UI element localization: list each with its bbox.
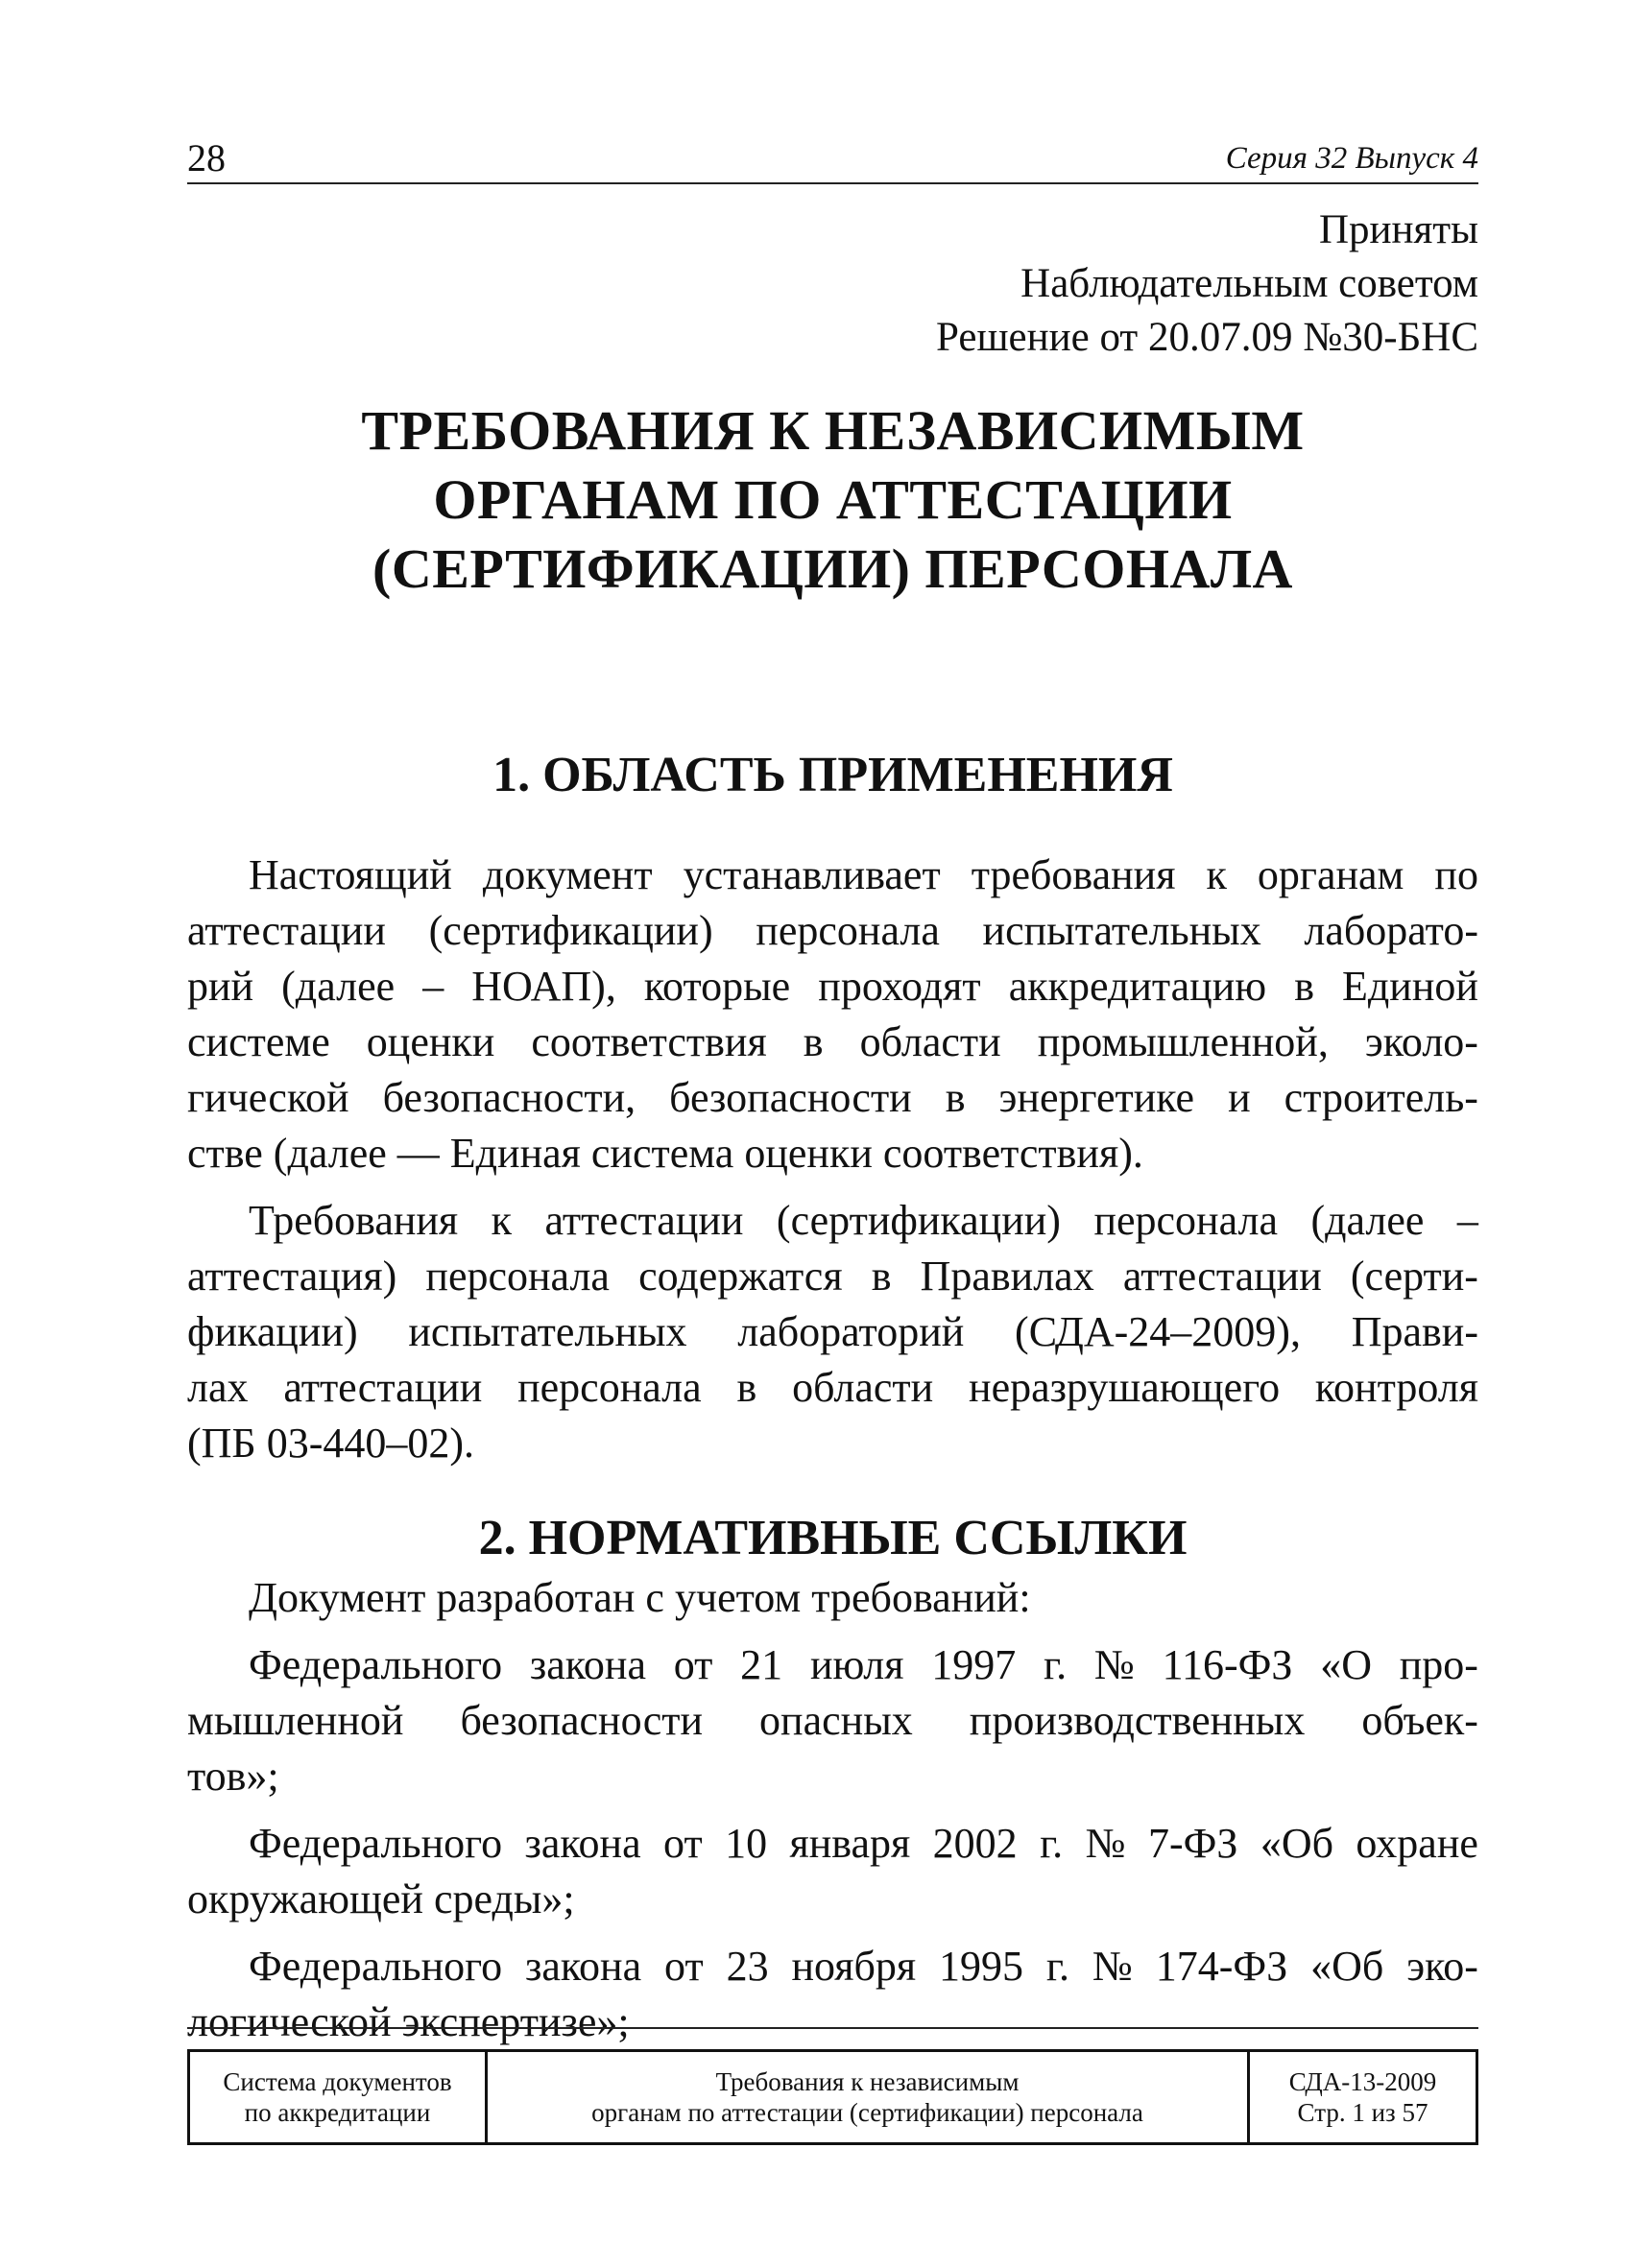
footer-text: Требования к независимым: [715, 2067, 1020, 2096]
footer-table: [187, 2049, 1478, 2145]
word: аттестации: [1122, 1253, 1322, 1300]
word: 1995: [938, 1943, 1023, 1990]
section-1-body: [187, 848, 1478, 1471]
word: №: [1093, 1641, 1135, 1688]
word: лаборато-: [1304, 907, 1478, 954]
footer-text: СДА-13-2009: [1288, 2067, 1437, 2096]
word: (СДА-24–2009),: [1015, 1308, 1301, 1355]
word: персонала: [517, 1364, 702, 1411]
word: содержатся: [638, 1253, 843, 1300]
paragraph-gap: [187, 1182, 1478, 1193]
word: документ: [482, 851, 653, 898]
word: охране: [1356, 1820, 1478, 1867]
word: 2002: [932, 1820, 1018, 1867]
word: к: [491, 1197, 513, 1244]
word: 23: [726, 1943, 769, 1990]
word: аттестация): [187, 1253, 397, 1300]
word: Прави-: [1351, 1308, 1478, 1355]
title-line: ОРГАНАМ ПО АТТЕСТАЦИИ: [433, 468, 1233, 531]
text-line: [187, 848, 1478, 903]
word: Единой: [1342, 963, 1478, 1010]
text-line: стве (далее — Единая система оценки соответствия).: [187, 1130, 1143, 1177]
footer-code-cell: [1250, 2052, 1476, 2142]
text-line: [187, 1193, 1478, 1249]
word: 7-ФЗ: [1147, 1820, 1238, 1867]
word: производственных: [969, 1697, 1306, 1744]
word: (далее: [1310, 1197, 1425, 1244]
word: (далее: [281, 963, 396, 1010]
paragraph: [187, 848, 1478, 1182]
page-number: 28: [187, 136, 226, 179]
word: закона: [524, 1820, 641, 1867]
word: органам: [1257, 851, 1404, 898]
word: аккредитацию: [1008, 963, 1267, 1010]
footer-text: Система документов: [223, 2067, 452, 2096]
word: закона: [524, 1943, 642, 1990]
word: в: [945, 1074, 966, 1121]
word: персонала: [1093, 1197, 1278, 1244]
word: контроля: [1314, 1364, 1478, 1411]
word: в: [1294, 963, 1314, 1010]
word: от: [673, 1641, 713, 1688]
text-line: (ПБ 03-440–02).: [187, 1420, 474, 1467]
word: Федерального: [249, 1820, 503, 1867]
approval-line: Решение от 20.07.09 №30-БНС: [936, 315, 1478, 360]
word: области: [792, 1364, 934, 1411]
word: лабораторий: [737, 1308, 965, 1355]
text-line: логической экспертизе»;: [187, 1998, 630, 2045]
word: –: [1456, 1197, 1478, 1244]
word: которые: [643, 963, 791, 1010]
word: 21: [740, 1641, 783, 1688]
word: января: [789, 1820, 911, 1867]
word: эколо-: [1364, 1018, 1478, 1065]
word: г.: [1044, 1641, 1068, 1688]
word: и: [1228, 1074, 1251, 1121]
word: Настоящий: [249, 851, 452, 898]
text-line: тов»;: [187, 1753, 279, 1800]
word: аттестации: [283, 1364, 483, 1411]
word: аттестации: [544, 1197, 744, 1244]
word: к: [1206, 851, 1227, 898]
word: 10: [725, 1820, 768, 1867]
word: опасных: [759, 1697, 913, 1744]
text-line: окружающей среды»;: [187, 1875, 575, 1922]
section-2-heading: 2. НОРМАТИВНЫЕ ССЫЛКИ: [478, 1511, 1188, 1565]
paragraph: [187, 1816, 1478, 1927]
word: «Об: [1310, 1943, 1384, 1990]
word: оценки: [366, 1018, 495, 1065]
word: в: [871, 1253, 892, 1300]
word: «Об: [1260, 1820, 1333, 1867]
word: 1997: [931, 1641, 1017, 1688]
word: –: [422, 963, 444, 1010]
text-line: [187, 1360, 1478, 1416]
word: Правилах: [920, 1253, 1094, 1300]
word: от: [664, 1943, 704, 1990]
word: г.: [1045, 1943, 1069, 1990]
word: г.: [1040, 1820, 1064, 1867]
word: эко-: [1406, 1943, 1478, 1990]
word: в: [736, 1364, 757, 1411]
word: гической: [187, 1074, 349, 1121]
text-line: [187, 1693, 1478, 1749]
section-2-body: [187, 1570, 1478, 2050]
word: от: [663, 1820, 703, 1867]
word: области: [859, 1018, 1001, 1065]
footer-system-cell: [190, 2052, 488, 2142]
word: персонала: [425, 1253, 610, 1300]
word: (сертификации): [428, 907, 713, 954]
word: Федерального: [249, 1641, 503, 1688]
approval-line: Приняты: [1318, 207, 1478, 252]
word: безопасности: [460, 1697, 704, 1744]
word: Требования: [249, 1197, 459, 1244]
word: мышленной: [187, 1697, 404, 1744]
text-line: [187, 1637, 1478, 1693]
word: объек-: [1361, 1697, 1478, 1744]
text-line: [187, 1249, 1478, 1304]
section-1-heading: 1. ОБЛАСТЬ ПРИМЕНЕНИЯ: [492, 748, 1173, 802]
word: №: [1085, 1820, 1126, 1867]
text-line: [187, 1304, 1478, 1360]
paragraph-gap: [187, 1927, 1478, 1939]
word: строитель-: [1284, 1074, 1478, 1121]
word: ноября: [791, 1943, 917, 1990]
text-line: [187, 1015, 1478, 1070]
word: аттестации: [187, 907, 386, 954]
word: 174-ФЗ: [1155, 1943, 1288, 1990]
footer-divider: [187, 2027, 1478, 2029]
word: №: [1092, 1943, 1133, 1990]
text-line: [187, 1070, 1478, 1126]
word: про-: [1399, 1641, 1478, 1688]
word: безопасности,: [382, 1074, 636, 1121]
paragraph-gap: [187, 1804, 1478, 1816]
series-label: Серия 32 Выпуск 4: [1225, 141, 1478, 176]
word: персонала: [756, 907, 940, 954]
word: июля: [809, 1641, 904, 1688]
word: «О: [1320, 1641, 1372, 1688]
word: неразрушающего: [969, 1364, 1281, 1411]
text-line: [187, 1816, 1478, 1872]
word: рий: [187, 963, 254, 1010]
word: (серти-: [1350, 1253, 1478, 1300]
word: требования: [971, 851, 1176, 898]
title-line: (СЕРТИФИКАЦИИ) ПЕРСОНАЛА: [372, 537, 1293, 600]
document-title: [187, 396, 1478, 604]
text-line: [187, 1939, 1478, 1994]
word: НОАП),: [471, 963, 616, 1010]
word: в: [803, 1018, 824, 1065]
word: испытательных: [408, 1308, 687, 1355]
footer-text: органам по аттестации (сертификации) персонала: [591, 2098, 1143, 2127]
word: безопасности: [669, 1074, 912, 1121]
word: фикации): [187, 1308, 358, 1355]
word: системе: [187, 1018, 330, 1065]
word: проходят: [818, 963, 981, 1010]
footer-text: Стр. 1 из 57: [1297, 2098, 1428, 2127]
approval-line: Наблюдательным советом: [1020, 261, 1478, 306]
word: (сертификации): [776, 1197, 1061, 1244]
text-line: [187, 903, 1478, 959]
word: по: [1434, 851, 1478, 898]
paragraph: [187, 1637, 1478, 1804]
word: лах: [187, 1364, 249, 1411]
approval-block: [936, 203, 1478, 365]
paragraph-gap: [187, 1626, 1478, 1637]
running-header: [187, 134, 1478, 184]
title-line: ТРЕБОВАНИЯ К НЕЗАВИСИМЫМ: [361, 399, 1305, 462]
footer-title-cell: [488, 2052, 1250, 2142]
word: промышленной,: [1037, 1018, 1329, 1065]
word: закона: [529, 1641, 646, 1688]
word: 116-ФЗ: [1162, 1641, 1293, 1688]
word: испытательных: [982, 907, 1261, 954]
paragraph: [187, 1193, 1478, 1471]
word: энергетике: [998, 1074, 1195, 1121]
paragraph: [187, 1570, 1478, 1626]
word: соответствия: [531, 1018, 767, 1065]
footer-text: по аккредитации: [244, 2098, 431, 2127]
word: Федерального: [249, 1943, 503, 1990]
text-line: Документ разработан с учетом требований:: [249, 1574, 1031, 1621]
text-line: [187, 959, 1478, 1015]
word: устанавливает: [683, 851, 941, 898]
paragraph: [187, 1939, 1478, 2050]
